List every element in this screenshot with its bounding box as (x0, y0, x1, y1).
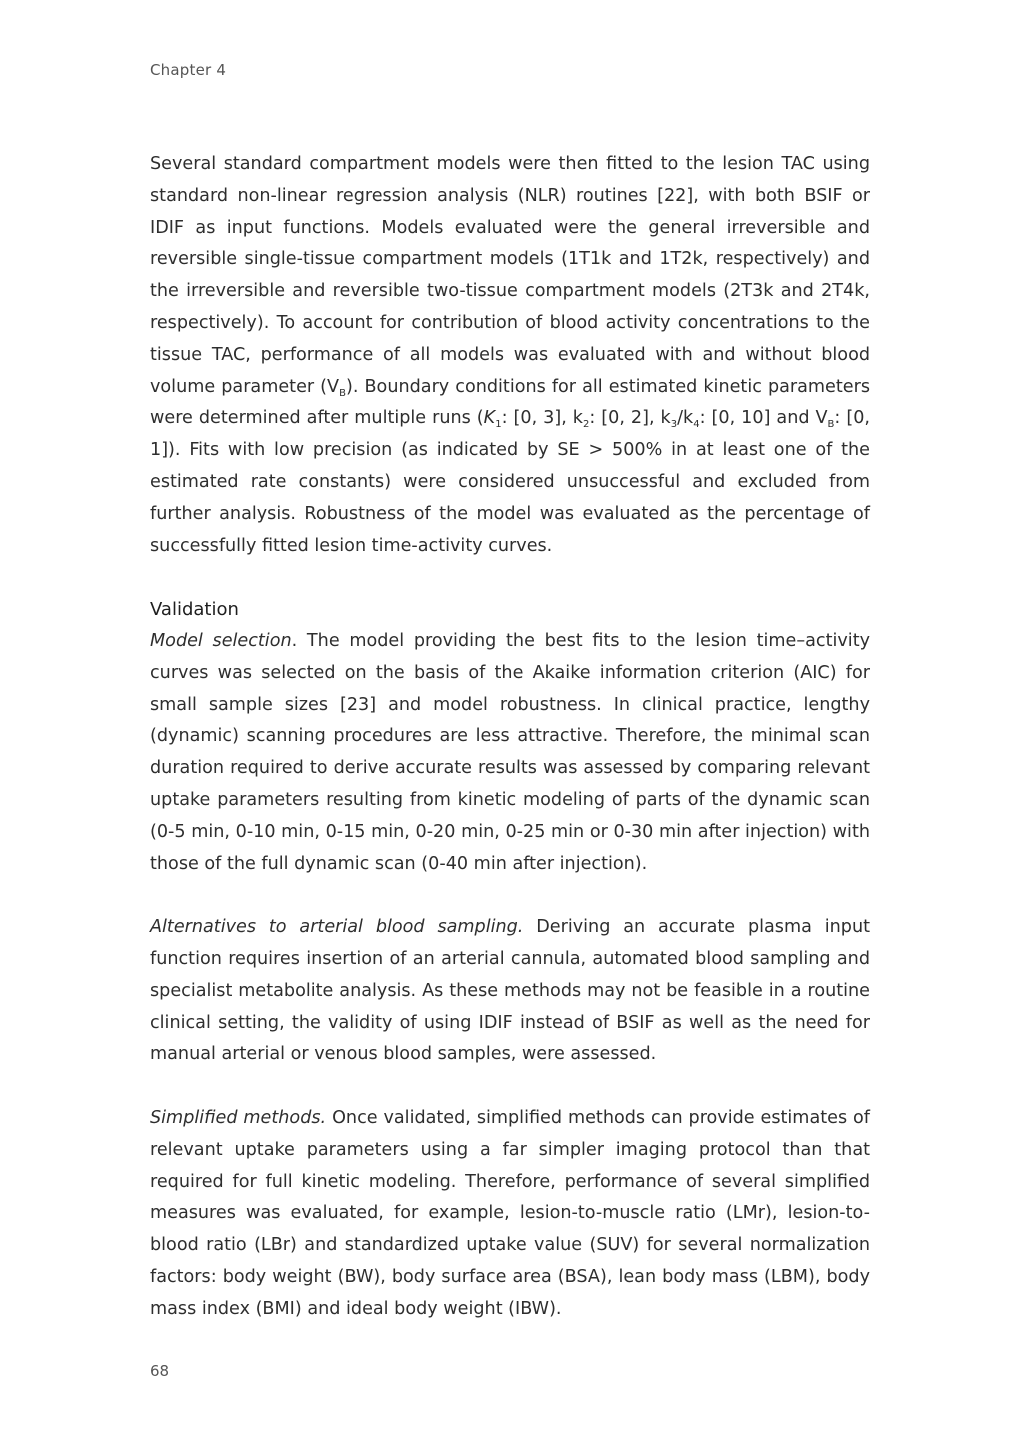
running-header: Chapter 4 (150, 61, 227, 79)
lead-simplified-methods: Simplified methods. (150, 1107, 327, 1128)
p1-text-1: Several standard compartment models were then fitted to the lesion TAC using standard non-linear regression analysis (NLR) routines [22], with both BSIF or IDIF as input functions. Models evaluated were the general irreversible and reversible single-tissue compartment models (1T1k and 1T2k, respectively) and the irreversible and reversible two-tissue compartment models (2T3k and 2T4k, respectively). To account for contribution of blood activity concentrations to the tissue TAC, performance of all models was evaluated with and without blood volume parameter (V (150, 154, 870, 397)
subscript-1: 1 (495, 419, 502, 431)
k1-symbol: K (483, 408, 496, 429)
p1-text-5: /k (677, 408, 694, 429)
page-body (150, 149, 870, 1325)
paragraph-compartment-models (150, 149, 870, 562)
p1-text-7: : [0, 1]). Fits with low precision (as indicated by SE > 500% in at least one of the estimated rate constants) were considered unsuccessful and excluded from further analysis. Robustness of the model was evaluated as the percentage of successfully fitted lesion time-activity curves. (150, 408, 870, 556)
lead-alternatives: Alternatives to arterial blood sampling. (150, 917, 524, 938)
p4-text: Once validated, simplified methods can provide estimates of relevant uptake parameters using a far simpler imaging protocol than that required for full kinetic modeling. Therefore, performance of several simplified measures was evaluated, for example, lesion-to-muscle ratio (LMr), lesion-to-blood ratio (LBr) and standardized uptake value (SUV) for several normalization factors: body weight (BW), body surface area (BSA), lean body mass (LBM), body mass index (BMI) and ideal body weight (IBW). (150, 1107, 871, 1319)
p1-text-2: ). Boundary conditions for all estimated kinetic parameters were determined after multiple runs ( (150, 376, 870, 429)
subscript-b-2: B (827, 419, 835, 431)
paragraph-simplified-methods (150, 1103, 870, 1326)
paragraph-alternatives (150, 912, 870, 1071)
p3-text: Deriving an accurate plasma input function requires insertion of an arterial cannula, automated blood sampling and specialist metabolite analysis. As these methods may not be feasible in a routine clinical setting, the validity of using IDIF instead of BSIF as well as the need for manual arterial or venous blood samples, were assessed. (150, 917, 870, 1065)
page-number: 68 (150, 1362, 170, 1380)
subscript-2: 2 (582, 419, 590, 431)
p1-text-3: : [0, 3], k (501, 408, 583, 429)
subscript-3: 3 (670, 419, 678, 431)
paragraph-model-selection (150, 626, 870, 880)
subscript-b: B (339, 387, 346, 399)
section-heading-validation: Validation (150, 599, 239, 621)
lead-model-selection: Model selection (150, 630, 292, 651)
p2-text: . The model providing the best fits to the lesion time–activity curves was selected on the basis of the Akaike information criterion (AIC) for small sample sizes [23] and model robustness. In clinical practice, lengthy (dynamic) scanning procedures are less attractive. Therefore, the minimal scan duration required to derive accurate results was assessed by comparing relevant uptake parameters resulting from kinetic modeling of parts of the dynamic scan (0-5 min, 0-10 min, 0-15 min, 0-20 min, 0-25 min or 0-30 min after injection) with those of the full dynamic scan (0-40 min after injection). (150, 630, 870, 874)
p1-text-4: : [0, 2], k (589, 408, 671, 429)
p1-text-6: : [0, 10] and V (699, 408, 828, 429)
subscript-4: 4 (693, 419, 700, 431)
